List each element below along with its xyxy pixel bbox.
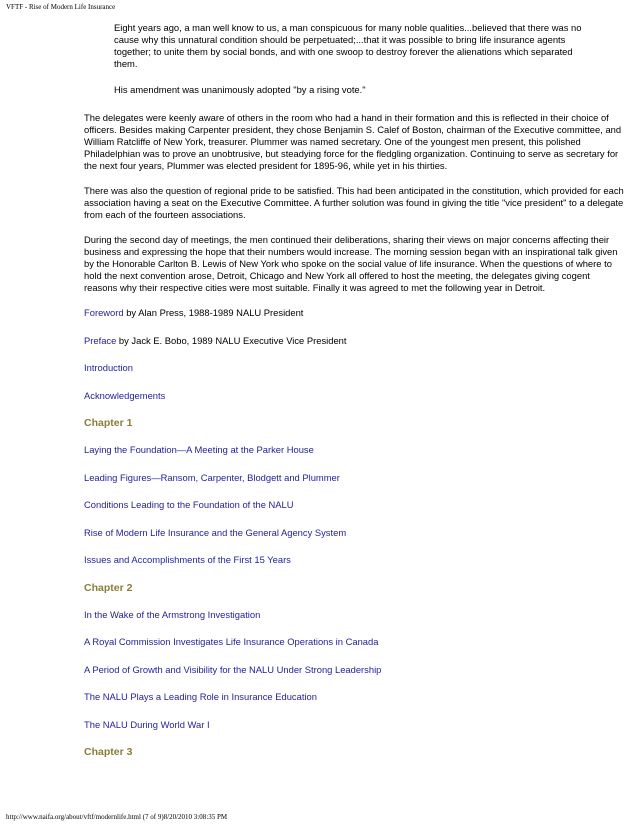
foreword-link[interactable]: Foreword bbox=[84, 307, 124, 318]
preface-byline: by Jack E. Bobo, 1989 NALU Executive Vice President bbox=[116, 334, 347, 346]
chapter-3-heading: Chapter 3 bbox=[84, 746, 133, 758]
chapter-1-link-3[interactable]: Conditions Leading to the Foundation of the NALU bbox=[84, 499, 294, 510]
chapter-2-link-3[interactable]: A Period of Growth and Visibility for the NALU Under Strong Leadership bbox=[84, 663, 382, 675]
acknowledgements-link[interactable]: Acknowledgements bbox=[84, 389, 166, 401]
page-header: VFTF - Rise of Modern Life Insurance bbox=[6, 3, 116, 11]
quote-paragraph-2: His amendment was unanimously adopted "by a rising vote." bbox=[114, 84, 366, 95]
chapter-1-link-2[interactable]: Leading Figures—Ransom, Carpenter, Blodgett and Plummer bbox=[84, 471, 340, 483]
chapter-1-heading: Chapter 1 bbox=[84, 417, 133, 429]
chapter-2-link-5[interactable]: The NALU During World War I bbox=[84, 718, 210, 730]
chapter-1-link-5[interactable]: Issues and Accomplishments of the First 15 Years bbox=[84, 554, 291, 565]
chapter-2-link-2[interactable]: A Royal Commission Investigates Life Insurance Operations in Canada bbox=[84, 636, 379, 647]
introduction-link[interactable]: Introduction bbox=[84, 362, 133, 373]
page-footer: http://www.naifa.org/about/vftf/modernlife.html (7 of 9)8/20/2010 3:08:35 PM bbox=[6, 813, 228, 821]
body-paragraph-regional-pride: There was also the question of regional pride to be satisfied. This had been anticipated in the constitution, which provided for each association having a seat on the Executive Committee. A further solution was found in giving the title "vice president" to a delegate from each of the fourteen associations. bbox=[84, 185, 624, 220]
block-quote bbox=[114, 22, 584, 96]
chapter-2-link-4[interactable]: The NALU Plays a Leading Role in Insurance Education bbox=[84, 691, 317, 702]
chapter-1-link-4[interactable]: Rise of Modern Life Insurance and the General Agency System bbox=[84, 526, 347, 538]
body-paragraph-officers: The delegates were keenly aware of others in the room who had a hand in their formation and this is reflected in their choice of officers. Besides making Carpenter president, they chose Benjamin S. Calef of Boston, chairman of the Executive committee, and William Ratcliffe of New York, treasurer. Plummer was named secretary. One of the youngest men present, this polished Philadelphian was to prove an unobtrusive, but steadying force for the fledgling organization. Continuing to serve as secretary for the next four years, Plummer was elected president for 1895-96, while yet in his thirties. bbox=[84, 112, 622, 171]
preface-link[interactable]: Preface bbox=[84, 334, 117, 346]
chapter-2-link-1[interactable]: In the Wake of the Armstrong Investigation bbox=[84, 608, 261, 620]
foreword-byline: by Alan Press, 1988-1989 NALU President bbox=[123, 307, 304, 318]
toc-preface bbox=[84, 335, 624, 347]
chapter-2-heading: Chapter 2 bbox=[84, 581, 133, 594]
main-content bbox=[84, 22, 624, 773]
toc-foreword bbox=[84, 307, 624, 319]
quote-paragraph-1: Eight years ago, a man well know to us, a man conspicuous for many noble qualities...believed that there was no cause why this unnatural condition should be perpetuated;...that it was possible to bring life insurance agents together; to unite them by social bonds, and with one swoop to destroy forever the alienations which separated them. bbox=[114, 22, 582, 69]
chapter-1-link-1[interactable]: Laying the Foundation—A Meeting at the Parker House bbox=[84, 444, 314, 455]
body-paragraph-second-day: During the second day of meetings, the men continued their deliberations, sharing their views on major concerns affecting their business and expressing the hope that their numbers would increase. The morning session began with an inspirational talk given by the Honorable Carlton B. Lewis of New York who spoke on the social value of life insurance. When the questions of where to hold the next convention arose, Detroit, Chicago and New York all offered to host the meeting, the delegates giving cogent reasons why their respective cities were most suitable. Finally it was agreed to met the following year in Detroit. bbox=[84, 234, 618, 293]
